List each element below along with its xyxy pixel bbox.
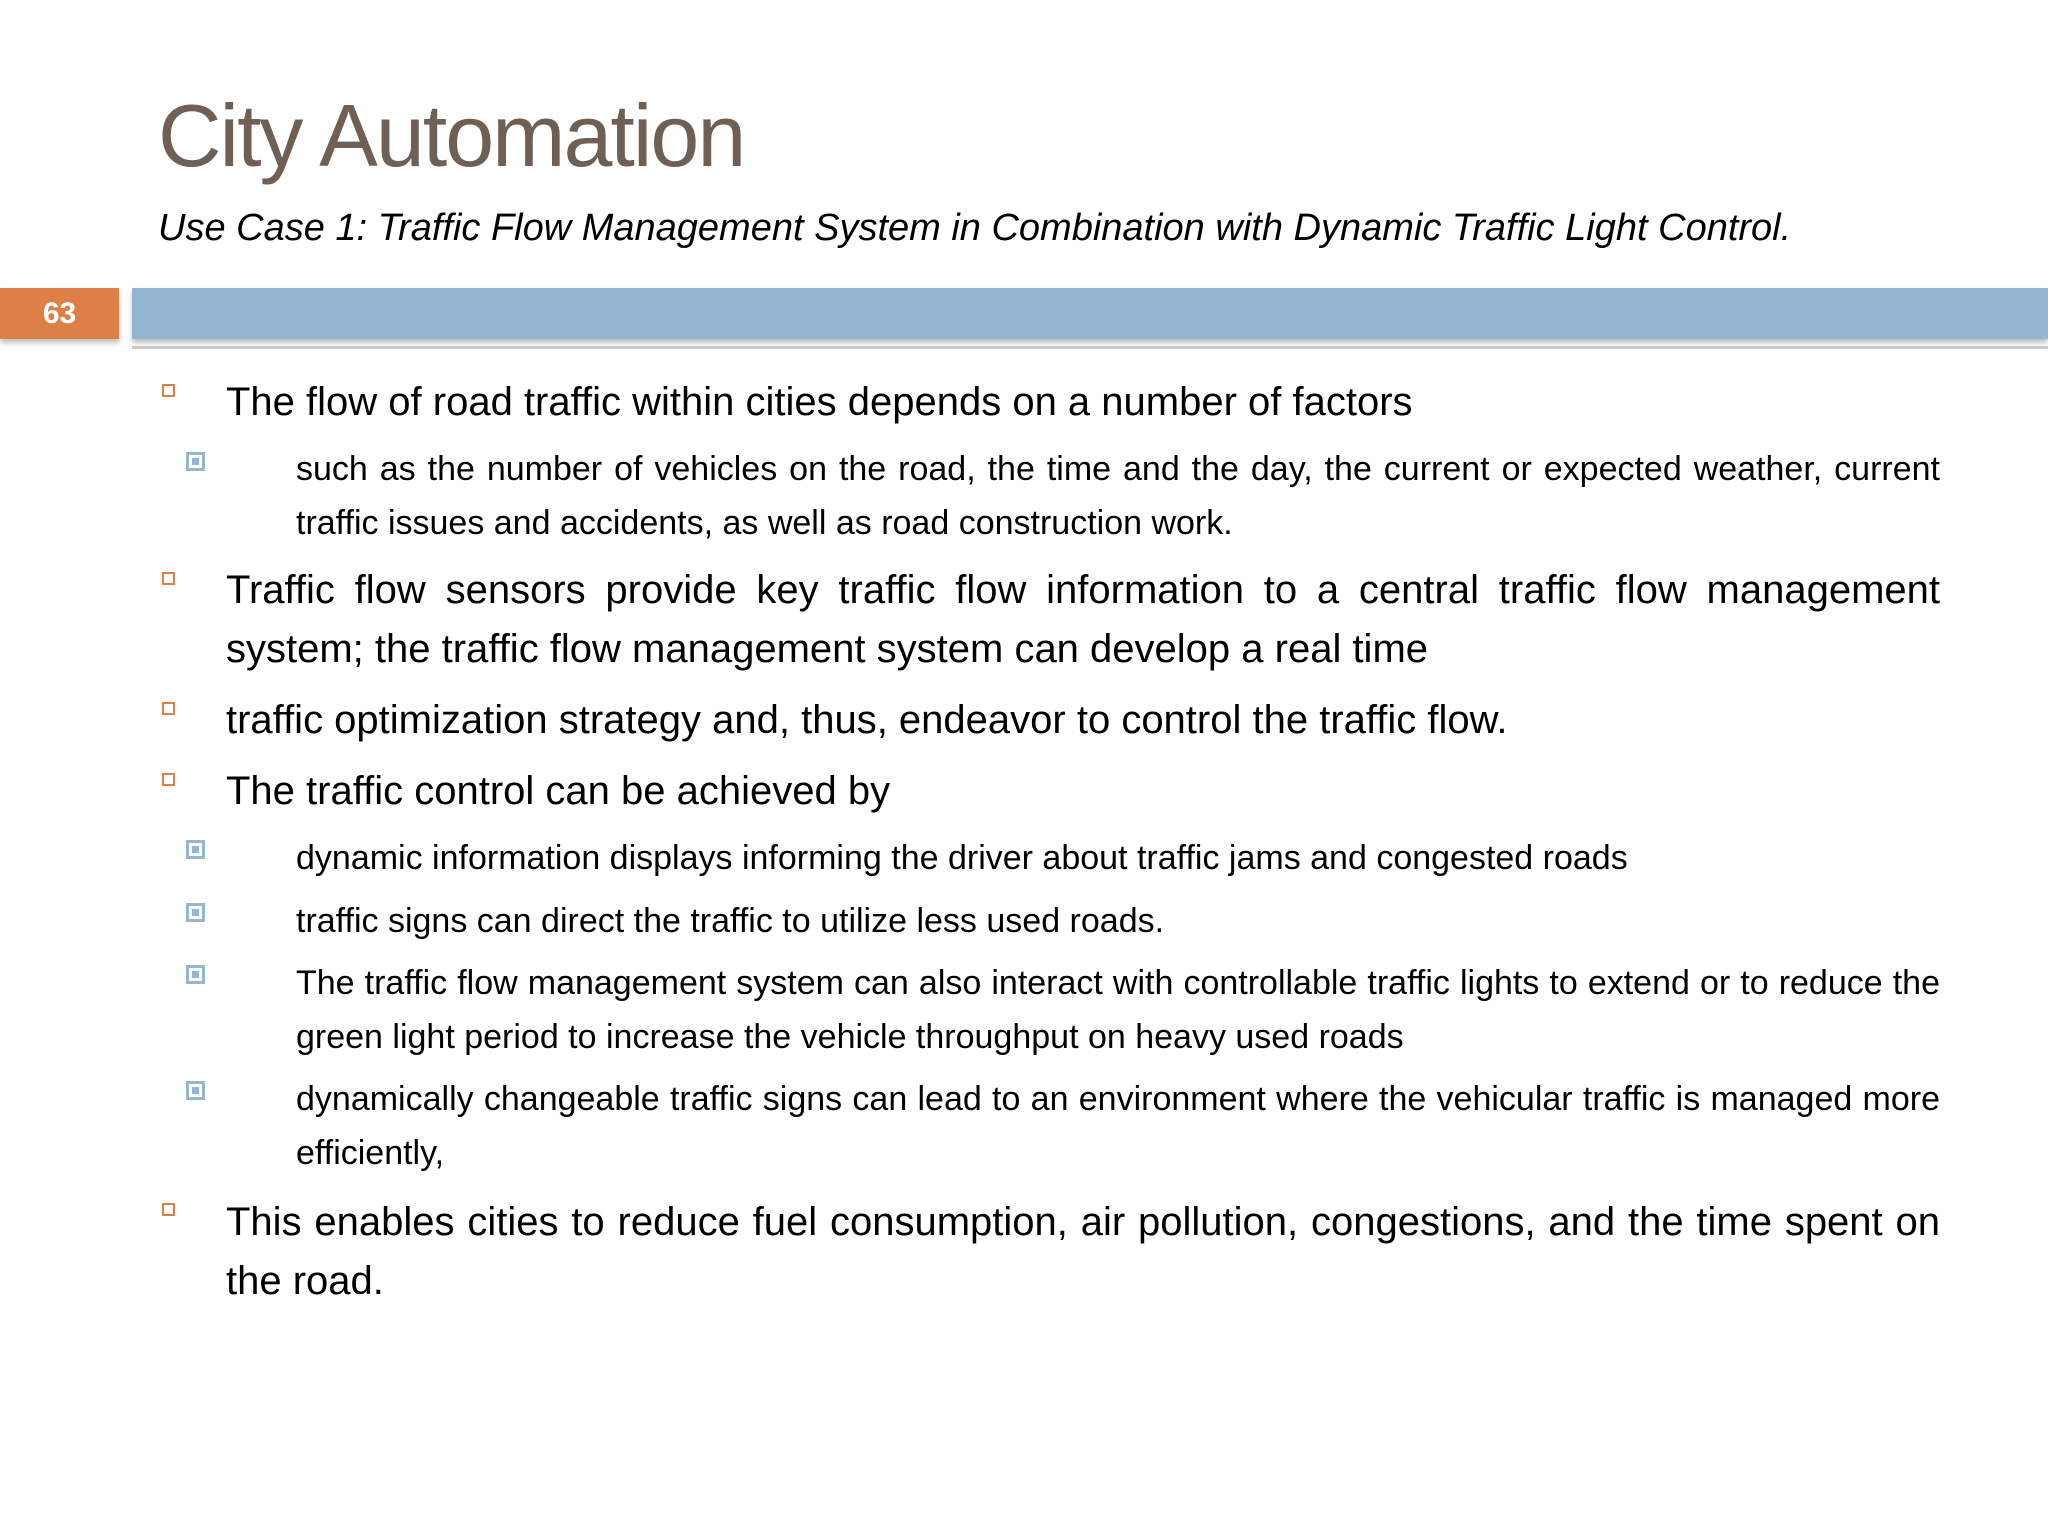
bullet-item-level1: The flow of road traffic within cities depends on a number of factors [226, 380, 1413, 424]
bullet-item-level1: The traffic control can be achieved by [226, 769, 891, 813]
bullet-item-level1: This enables cities to reduce fuel consumption, air pollution, congestions, and the time spent on the road. [226, 1200, 1940, 1303]
slide-title: City Automation [158, 86, 745, 185]
square-bullet-icon [186, 452, 205, 471]
hollow-square-bullet-icon [162, 773, 175, 786]
square-bullet-icon [186, 903, 205, 922]
bullet-item-level2: traffic signs can direct the traffic to utilize less used roads. [296, 902, 1165, 940]
hollow-square-bullet-icon [162, 1203, 175, 1216]
hollow-square-bullet-icon [162, 702, 175, 715]
slide-subtitle: Use Case 1: Traffic Flow Management System in Combination with Dynamic Traffic Light Control. [158, 207, 1792, 249]
hollow-square-bullet-icon [162, 384, 175, 397]
slide-number: 63 [42, 296, 77, 330]
square-bullet-icon [186, 1081, 205, 1100]
bullet-item-level2: dynamic information displays informing the driver about traffic jams and congested roads [296, 839, 1628, 877]
bullet-item-level2: dynamically changeable traffic signs can lead to an environment where the vehicular traffic is managed more efficiently, [296, 1080, 1940, 1172]
slide-number-badge [0, 288, 119, 339]
header-divider [132, 346, 2048, 349]
bullet-item-level2: The traffic flow management system can also interact with controllable traffic lights to extend or to reduce the green light period to increase the vehicle throughput on heavy used roads [296, 964, 1940, 1056]
hollow-square-bullet-icon [162, 572, 175, 585]
square-bullet-icon [186, 965, 205, 984]
bullet-item-level2: such as the number of vehicles on the road, the time and the day, the current or expected weather, current traffic issues and accidents, as well as road construction work. [296, 450, 1940, 542]
square-bullet-icon [186, 840, 205, 859]
bullet-item-level1: Traffic flow sensors provide key traffic flow information to a central traffic flow management system; the traffic flow management system can develop a real time [226, 568, 1940, 671]
bullet-item-level1: traffic optimization strategy and, thus, endeavor to control the traffic flow. [226, 698, 1508, 742]
header-bar [132, 288, 2048, 339]
